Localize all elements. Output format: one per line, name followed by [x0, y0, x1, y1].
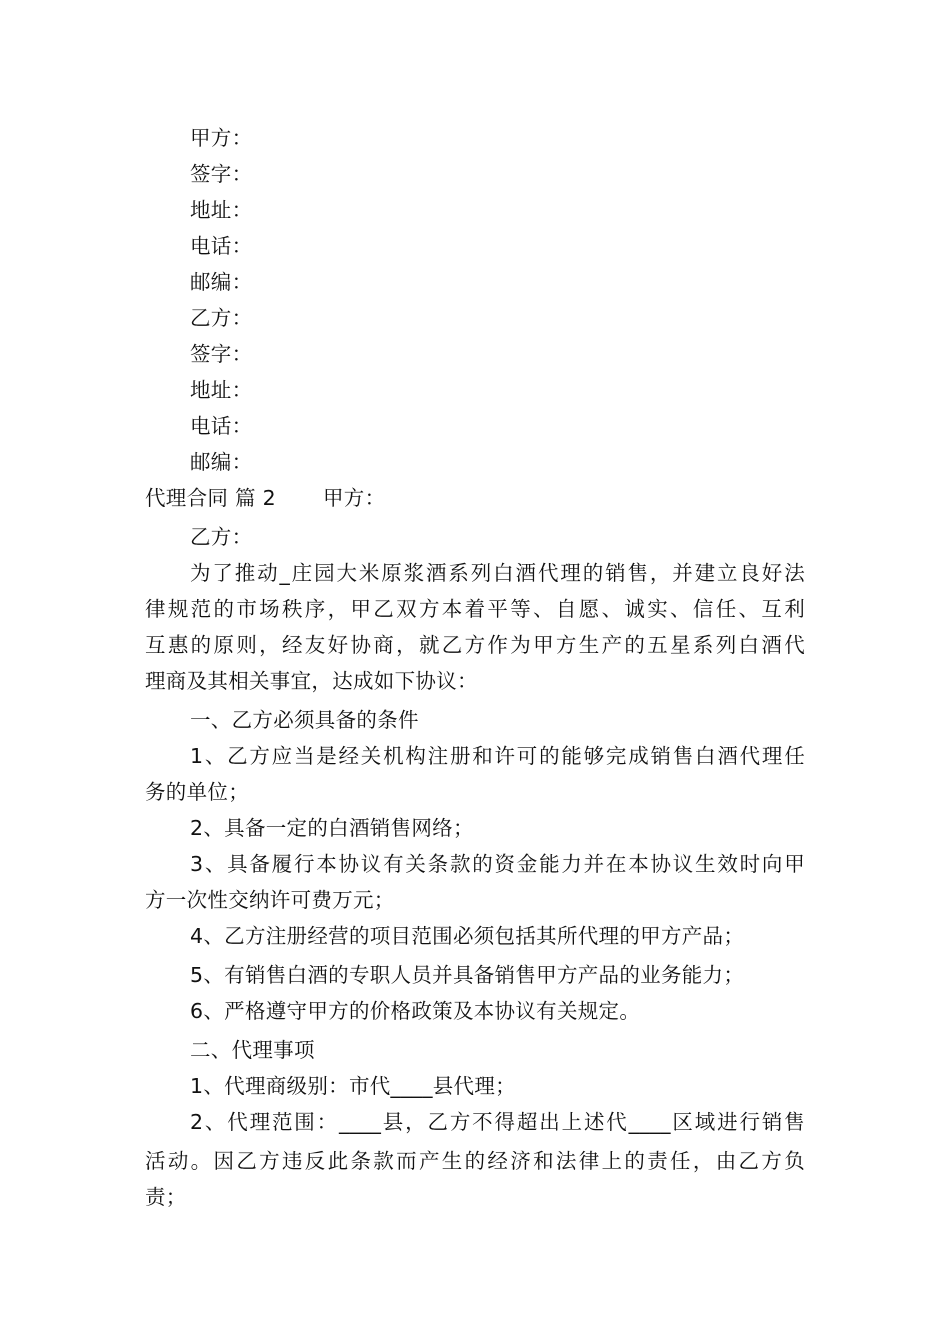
- clause-item: 1、乙方应当是经关机构注册和许可的能够完成销售白酒代理任: [190, 744, 805, 768]
- clause-item: 1、代理商级别：市代____县代理；: [190, 1074, 516, 1098]
- intro-line: 理商及其相关事宜，达成如下协议：: [145, 669, 478, 693]
- party-a-label: 甲方：: [323, 486, 386, 510]
- clause-heading: 二、代理事项: [190, 1038, 315, 1062]
- address-label: 地址：: [190, 198, 253, 222]
- party-b-label: 乙方：: [190, 525, 253, 549]
- intro-line: 律规范的市场秩序，甲乙双方本着平等、自愿、诚实、信任、互利: [145, 597, 805, 621]
- clause-item: 5、有销售白酒的专职人员并具备销售甲方产品的业务能力；: [190, 963, 745, 987]
- signature-label: 签字：: [190, 162, 253, 186]
- clause-heading: 一、乙方必须具备的条件: [190, 708, 419, 732]
- postcode-label: 邮编：: [190, 270, 253, 294]
- party-a-label: 甲方：: [190, 126, 253, 150]
- section-title: 代理合同 篇 2: [145, 486, 276, 510]
- clause-item: 活动。因乙方违反此条款而产生的经济和法律上的责任，由乙方负: [145, 1149, 805, 1173]
- clause-item: 6、严格遵守甲方的价格政策及本协议有关规定。: [190, 999, 641, 1023]
- clause-item: 务的单位；: [145, 780, 249, 804]
- clause-item: 责；: [145, 1185, 187, 1209]
- clause-item: 2、具备一定的白酒销售网络；: [190, 816, 474, 840]
- clause-item: 4、乙方注册经营的项目范围必须包括其所代理的甲方产品；: [190, 924, 745, 948]
- phone-label: 电话：: [190, 414, 253, 438]
- address-label: 地址：: [190, 378, 253, 402]
- phone-label: 电话：: [190, 234, 253, 258]
- postcode-label: 邮编：: [190, 450, 253, 474]
- intro-line: 为了推动_庄园大米原浆酒系列白酒代理的销售，并建立良好法: [190, 561, 805, 585]
- intro-line: 互惠的原则，经友好协商，就乙方作为甲方生产的五星系列白酒代: [145, 633, 805, 657]
- party-b-label: 乙方：: [190, 306, 253, 330]
- signature-label: 签字：: [190, 342, 253, 366]
- clause-item: 方一次性交纳许可费万元；: [145, 888, 395, 912]
- clause-item: 3、具备履行本协议有关条款的资金能力并在本协议生效时向甲: [190, 852, 805, 876]
- clause-item: 2、代理范围：____县，乙方不得超出上述代____区域进行销售: [190, 1110, 805, 1134]
